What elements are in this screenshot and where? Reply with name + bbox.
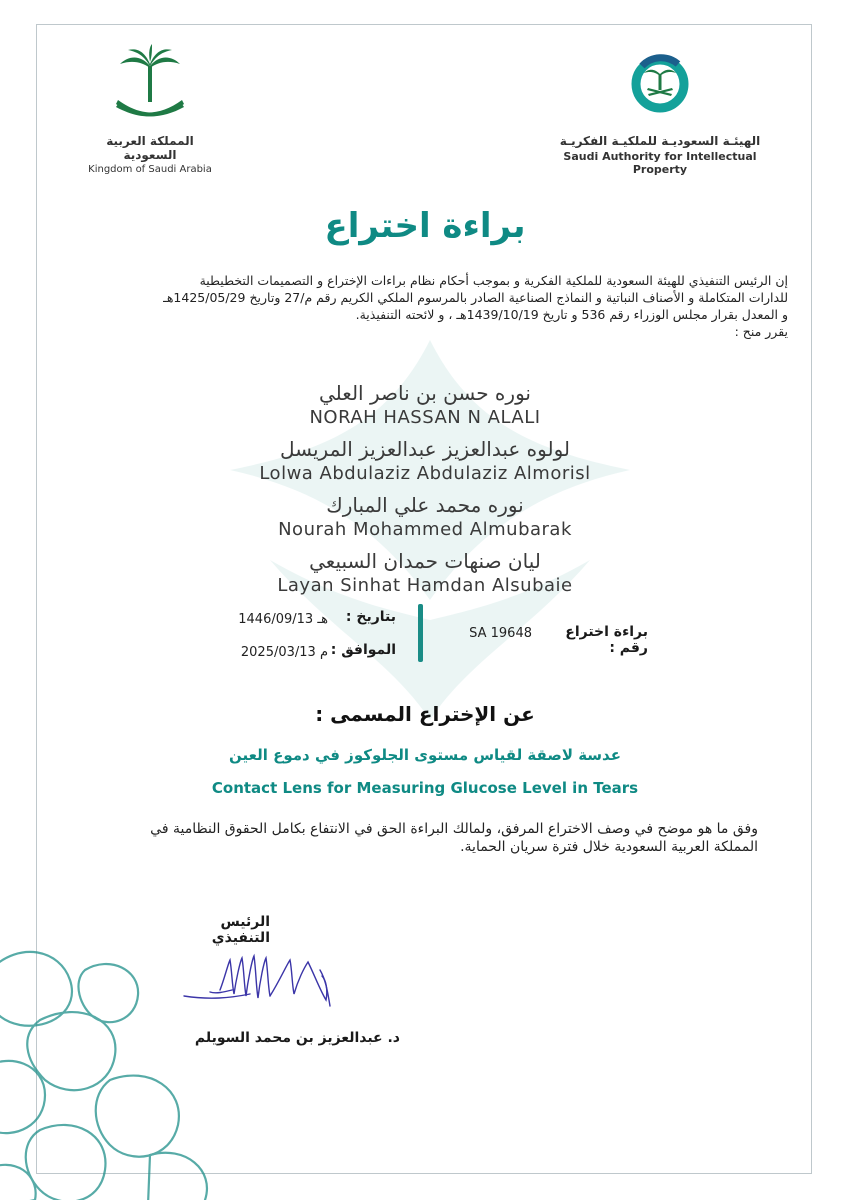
document-title: براءة اختراع [324, 206, 526, 246]
saip-emblem-icon [620, 44, 700, 124]
inventor-name-english: Nourah Mohammed Almubarak [278, 519, 572, 540]
preamble-line: يقرر منح : [734, 324, 788, 339]
signatory-role: الرئيس التنفيذي [211, 914, 270, 946]
inventor-name-arabic: لولوه عبدالعزيز عبدالعزيز المريسل [279, 437, 570, 461]
inventor-name-english: Lolwa Abdulaziz Abdulaziz Almorisl [259, 463, 591, 484]
invention-title-arabic: عدسة لاصقة لقياس مستوى الجلوكوز في دموع العين [229, 746, 621, 764]
preamble-paragraph [92, 272, 788, 340]
saip-logo [540, 44, 780, 176]
inventor-name-english: NORAH HASSAN N ALALI [309, 407, 541, 428]
invention-title-english: Contact Lens for Measuring Glucose Level in Tears [211, 779, 639, 797]
patent-number-value: SA 19648 [469, 626, 532, 641]
inventors-list [0, 380, 850, 604]
inventor-name-arabic: نوره محمد علي المبارك [326, 493, 524, 517]
kingdom-name-arabic: المملكة العربية السعودية [106, 134, 194, 162]
closing-line: وفق ما هو موضح في وصف الاختراع المرفق، ولمالك البراءة الحق في الانتفاع بكامل الحقوق النظامية في [150, 821, 758, 837]
inventor-name-english: Layan Sinhat Hamdan Alsubaie [277, 575, 573, 596]
kingdom-logo [80, 44, 220, 175]
date-label: بتاريخ : [345, 609, 396, 625]
inventor-name-arabic: ليان صنهات حمدان السبيعي [309, 549, 541, 573]
invention-subject-heading: عن الإختراع المسمى : [315, 702, 535, 726]
corresponding-date-value: 2025/03/13 م [240, 645, 328, 660]
closing-paragraph [150, 820, 758, 856]
details-divider [418, 604, 423, 662]
date-value: 1446/09/13 هـ [238, 612, 328, 627]
closing-line: المملكة العربية السعودية خلال فترة سريان الحماية. [460, 839, 758, 855]
saip-name-english: Saudi Authority for Intellectual Property [563, 150, 757, 176]
handwritten-signature-icon [180, 950, 360, 1020]
preamble-line: إن الرئيس التنفيذي للهيئة السعودية للملكية الفكرية و بموجب أحكام نظام براءات الإختراع و التصميمات التخطيطية [199, 273, 788, 288]
inventor-name-arabic: نوره حسن بن ناصر العلي [319, 381, 531, 405]
corresponding-date-label: الموافق : [330, 642, 396, 658]
patent-number-label: براءة اختراع رقم : [565, 624, 648, 656]
saip-name-arabic: الهيئـة السعوديـة للملكيـة الفكريـة [559, 134, 761, 148]
preamble-line: و المعدل بقرار مجلس الوزراء رقم 536 و تاريخ 1439/10/19هـ ، و لائحته التنفيذية. [355, 307, 788, 322]
signatory-name: د. عبدالعزيز بن محمد السويلم [194, 1030, 400, 1046]
kingdom-name-english: Kingdom of Saudi Arabia [88, 164, 212, 175]
preamble-line: للدارات المتكاملة و الأصناف النباتية و النماذج الصناعية الصادر بالمرسوم الملكي الكريم رقم م/27 وتاريخ 1425/05/29هـ [163, 290, 788, 305]
palm-swords-emblem-icon [110, 44, 190, 124]
